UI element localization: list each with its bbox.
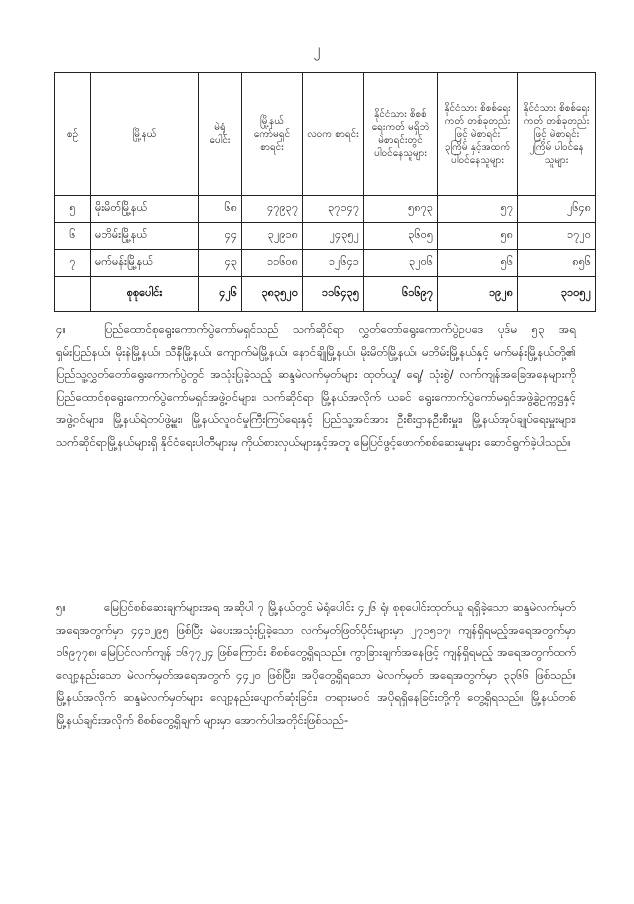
cell-three-or-more: ၅၇ bbox=[438, 196, 518, 223]
cell-polling-stations: ၆၈ bbox=[199, 196, 242, 223]
cell-serial: ၅ bbox=[55, 196, 91, 223]
cell-polling-stations: ၄၃ bbox=[199, 250, 242, 277]
cell-immigration-list: ၁၁၆၄၃၅ bbox=[303, 277, 364, 312]
cell-immigration-list: ၁၂၆၄၁ bbox=[303, 250, 364, 277]
cell-serial: ၇ bbox=[55, 250, 91, 277]
col-header-three-or-more: နိုင်ငံသား စိစစ်ရေးကတ် တစ်ခုတည်းဖြင့် မဲစာရင်း ၃ကြိမ် နှင့်အထက် ပါဝင်နေသူများ bbox=[438, 73, 518, 196]
col-header-serial: စဉ် bbox=[55, 73, 91, 196]
cell-polling-stations: ၄၂၆ bbox=[199, 277, 242, 312]
cell-three-or-more: ၅၈ bbox=[438, 223, 518, 250]
cell-no-id-card: ၆၁၆၉၇ bbox=[364, 277, 438, 312]
page-number: ၂ bbox=[313, 42, 321, 58]
cell-three-or-more: ၁၉၂၈ bbox=[438, 277, 518, 312]
cell-commission-list: ၃၈၃၅၂၀ bbox=[242, 277, 303, 312]
col-header-twice: နိုင်ငံသား စိစစ်ရေးကတ် တစ်ခုတည်းဖြင့် မဲစာရင်း ၂ကြိမ် ပါဝင်နေသူများ bbox=[518, 73, 596, 196]
col-header-polling-stations: မဲရုံ ပေါင်း bbox=[199, 73, 242, 196]
cell-twice: ၈၅၆ bbox=[518, 250, 596, 277]
paragraph-number: ၄။ bbox=[56, 322, 66, 336]
cell-township: မိုးမိတ်မြို့နယ် bbox=[91, 196, 199, 223]
table-header-row bbox=[55, 73, 596, 196]
cell-total-label: စုစုပေါင်း bbox=[91, 277, 199, 312]
paragraph-number: ၅။ bbox=[56, 600, 66, 614]
cell-twice: ၁၇၂၀ bbox=[518, 223, 596, 250]
col-header-commission-list: မြို့နယ် ကော်မရှင် စာရင်း bbox=[242, 73, 303, 196]
cell-no-id-card: ၃၆၀၅ bbox=[364, 223, 438, 250]
table-total-row bbox=[55, 277, 596, 312]
cell-commission-list: ၃၂၉၁၈ bbox=[242, 223, 303, 250]
cell-no-id-card: ၅၈၇၃ bbox=[364, 196, 438, 223]
table-row bbox=[55, 250, 596, 277]
paragraph-4 bbox=[56, 318, 576, 453]
cell-twice: ၃၁၀၅၂ bbox=[518, 277, 596, 312]
col-header-township: မြို့နယ် bbox=[91, 73, 199, 196]
table-row bbox=[55, 196, 596, 223]
cell-township: မဘိမ်းမြို့နယ် bbox=[91, 223, 199, 250]
paragraph-text: ပြည်ထောင်စုရွေးကောက်ပွဲကော်မရှင်သည် သက်ဆိုင်ရာ လွှတ်တော်ရွေးကောက်ပွဲဥပဒေ ပုဒ်မ ၅၃ အရ ရှမ်းပြည်နယ်၊ မိုးနဲမြို့နယ်၊ သီနီမြို့နယ်၊ ကျောက်မဲမြို့နယ်၊ နောင်ချိုမြို့နယ်၊ မိုးမိတ်မြို့နယ်၊ မဘိမ်းမြို့နယ်နှင့် မက်မန်းမြို့နယ်တို့၏ ပြည်သူ့လွှတ်တော်ရွေးကောက်ပွဲတွင် အသုံးပြုခဲ့သည့် ဆန္ဒမဲလက်မှတ်များ ထုတ်ယူ/ ရေ့/ သုံးစွဲ/ လက်ကျန်အခြေအနေများကို ပြည်ထောင်စုရွေးကောက်ပွဲကော်မရှင်အဖွဲ့ဝင်များ၊ သက်ဆိုင်ရာ မြို့နယ်အလိုက် ယခင် ရွေးကောက်ပွဲကော်မရှင်အဖွဲ့ခွဲဥက္ကဋ္ဌနှင့် အဖွဲ့ဝင်များ၊ မြို့နယ်ရဲတပ်ဖွဲ့မှူး၊ မြို့နယ်လူဝင်မှုကြီးကြပ်ရေးနှင့် ပြည်သူ့အင်အား ဦးစီးဌာနဦးစီးမှူး၊ မြို့နယ်အုပ်ချုပ်ရေးမှူးများ၊ သက်ဆိုင်ရာမြို့နယ်များရှိ နိုင်ငံရေးပါတီများမှ ကိုယ်စားလှယ်များနှင့်အတူ မြေပြင်ဖွင့်ဖောက်စစ်ဆေးမှုများ ဆောင်ရွက်ခဲ့ပါသည်။ bbox=[56, 322, 576, 449]
cell-commission-list: ၄၇၉၃၇ bbox=[242, 196, 303, 223]
cell-twice: ၂၆၄၈ bbox=[518, 196, 596, 223]
paragraph-text: မြေပြင်စစ်ဆေးချက်များအရ အဆိုပါ ၇ မြို့နယ်တွင် မဲရုံပေါင်း ၄၂၆ ရုံ၊ စုစုပေါင်းထုတ်ယူ ရရှိခဲ့သော ဆန္ဒမဲလက်မှတ်အရေအတွက်မှာ ၄၄၁၂၉၅ ဖြစ်ပြီး မဲပေးအသုံးပြုခဲ့သော လက်မှတ်ဖြတ်ပိုင်းများမှာ ၂၇၁၅၁၇၊ ကျန်ရှိရမည့်အရေအတွက်မှာ ၁၆၉၇၇၈၊ မြေပြင်လက်ကျန် ၁၆၇၇၂၄ ဖြစ်ကြောင်း စိစစ်တွေ့ရှိရသည်။ ကွာခြားချက်အနေဖြင့် ကျန်ရှိရမည့် အရေအတွက်ထက် လျော့နည်းသော မဲလက်မှတ်အရေအတွက် ၄၄၂၀ ဖြစ်ပြီး၊ အပိုတွေ့ရှိရသော မဲလက်မှတ် အရေအတွက်မှာ ၃၃၆၆ ဖြစ်သည်။ မြို့နယ်အလိုက် ဆန္ဒမဲလက်မှတ်များ လျော့နည်းပျောက်ဆုံးခြင်း၊ တရားမဝင် အပိုရရှိနေခြင်းတို့ကို တွေ့ရှိရသည်။ မြို့နယ်တစ်မြို့နယ်ချင်းအလိုက် စိစစ်တွေ့ရှိချက် များမှာ အောက်ပါအတိုင်းဖြစ်သည်- bbox=[56, 600, 576, 727]
cell-serial bbox=[55, 277, 91, 312]
cell-immigration-list: ၃၇၁၄၇ bbox=[303, 196, 364, 223]
table-row bbox=[55, 223, 596, 250]
paragraph-5 bbox=[56, 596, 576, 731]
cell-township: မက်မန်းမြို့နယ် bbox=[91, 250, 199, 277]
cell-commission-list: ၁၁၆၀၈ bbox=[242, 250, 303, 277]
cell-three-or-more: ၅၆ bbox=[438, 250, 518, 277]
col-header-no-id-card: နိုင်ငံသား စိစစ်ရေးကတ် မရှိဘဲ မဲစာရင်းတွင် ပါဝင်နေသူများ bbox=[364, 73, 438, 196]
cell-no-id-card: ၃၂၀၆ bbox=[364, 250, 438, 277]
cell-serial: ၆ bbox=[55, 223, 91, 250]
col-header-immigration-list: လဝက စာရင်း bbox=[303, 73, 364, 196]
cell-polling-stations: ၄၄ bbox=[199, 223, 242, 250]
cell-immigration-list: ၂၄၃၅၂ bbox=[303, 223, 364, 250]
voter-stats-table bbox=[54, 72, 596, 312]
